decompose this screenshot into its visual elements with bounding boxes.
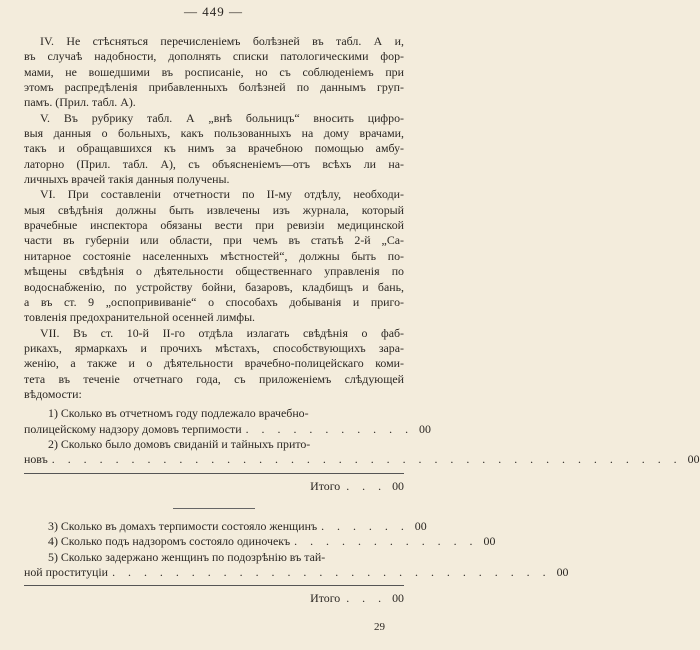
total-dots: . . . bbox=[346, 478, 387, 493]
text-line: тета въ теченіе отчетнаго года, съ приложеніемъ слѣдующей bbox=[24, 371, 404, 386]
table-row bbox=[24, 421, 431, 437]
text-line: IV. Не стѣсняться перечисленіемъ болѣзней въ табл. А и, bbox=[40, 34, 404, 48]
text-line: выя данныя о больныхъ, какъ пользованныхъ на дому врачами, bbox=[24, 126, 404, 141]
table-row-value: 00 bbox=[687, 452, 700, 467]
table-row bbox=[24, 534, 496, 549]
text-line: а въ ст. 9 „оспопрививаніе“ о способахъ добыванія и приго- bbox=[24, 294, 404, 309]
text-line: мѣщены свѣдѣнія о дѣятельности общественнаго управленія по bbox=[24, 264, 404, 279]
text-line: VI. При составленіи отчетности по II-му отдѣлу, необходи- bbox=[40, 187, 404, 202]
table-row bbox=[24, 565, 569, 580]
text-line: латорно (Прил. табл. А), съ объясненіемъ—отъ всѣхъ ли на- bbox=[24, 156, 404, 171]
text-line: V. Въ рубрику табл. А „внѣ больницъ“ вносить цифро- bbox=[40, 110, 404, 125]
text-line: VII. Въ ст. 10-й II-го отдѣла излагать свѣдѣнія о фаб- bbox=[40, 325, 404, 340]
text-line: такъ и обращавшихся къ нимъ за врачебною помощью амбу- bbox=[24, 141, 404, 156]
text-line: мыя свѣдѣнія должны быть извлечены изъ журнала, который bbox=[24, 202, 404, 217]
total-value: 00 bbox=[392, 591, 404, 606]
total-row bbox=[24, 591, 404, 606]
text-line: врачебные инспектора обязаны вести при ревизіи медицинской bbox=[24, 218, 404, 233]
table-row-label: 2) Сколько было домовъ свиданій и тайныхъ прито- bbox=[48, 436, 311, 451]
text-line: части въ губерніи или области, при чемъ въ статьѣ 2-й „Са- bbox=[24, 233, 404, 248]
text-line: личныхъ врачей такія данныя получены. bbox=[24, 172, 230, 187]
statement-table-2 bbox=[24, 518, 569, 607]
table-row-label: 3) Сколько въ домахъ терпимости состояло женщинъ bbox=[48, 518, 318, 533]
divider bbox=[24, 585, 404, 586]
statement-table-1 bbox=[24, 406, 700, 494]
text-line: нитарное состояніе населенныхъ мѣстностей“, должны быть по- bbox=[24, 248, 404, 263]
document-body bbox=[24, 34, 700, 607]
table-row-value: 00 bbox=[556, 565, 569, 579]
table-row bbox=[24, 452, 700, 467]
leader-dots: . . . . . . . . . . . . . . . . . . . . . . . . . . . . bbox=[112, 565, 551, 579]
total-row bbox=[24, 479, 404, 494]
divider bbox=[24, 473, 404, 474]
table-row-label: 4) Сколько подъ надзоромъ состояло одиночекъ bbox=[48, 534, 291, 549]
total-label: Итого bbox=[310, 591, 341, 606]
page-header-number: — 449 — bbox=[184, 4, 243, 19]
text-line: женію, а также и о дѣятельности врачебно-полицейскаго коми- bbox=[24, 356, 404, 371]
text-line: памъ. (Прил. табл. А). bbox=[24, 95, 136, 110]
total-dots: . . . bbox=[346, 591, 387, 606]
leader-dots: . . . . . . bbox=[321, 518, 409, 533]
text-line: рикахъ, ярмаркахъ и прочихъ мѣстахъ, способствующихъ зара- bbox=[24, 340, 404, 355]
table-row-label: новъ bbox=[24, 452, 48, 467]
text-line: въ случаѣ надобности, дополнять списки патологическими фор- bbox=[24, 49, 404, 64]
table-row-label: 5) Сколько задержано женщинъ по подозрѣнію въ тай- bbox=[48, 549, 326, 564]
text-line: этомъ распредѣленія прибавленныхъ болѣзней по даннымъ груп- bbox=[24, 80, 404, 95]
text-line: товленія предохранительной осенней лимфы. bbox=[24, 310, 256, 325]
total-label: Итого bbox=[310, 478, 341, 493]
text-line: мами, не вошедшими въ росписаніе, но съ соблюденіемъ при bbox=[24, 64, 404, 79]
leader-dots: . . . . . . . . . . . . . . . . . . . . . . . . . . . . . . . . . . . . . . . . bbox=[51, 452, 682, 467]
page-footer-number: 29 bbox=[374, 621, 385, 633]
table-row-value: 00 bbox=[419, 421, 431, 436]
leader-dots: . . . . . . . . . . . . bbox=[294, 534, 478, 549]
table-row-label: полицейскому надзору домовъ терпимости bbox=[24, 421, 242, 436]
table-row-label: 1) Сколько въ отчетномъ году подлежало врачебно- bbox=[48, 406, 309, 421]
table-row-value: 00 bbox=[483, 534, 496, 549]
table-row-label: ной проституціи bbox=[24, 565, 109, 579]
text-line: водоснабженію, по устройству бойни, базаровъ, кладбищъ и бань, bbox=[24, 279, 404, 294]
table-row-value: 00 bbox=[414, 518, 427, 533]
total-value: 00 bbox=[392, 478, 404, 493]
text-line: вѣдомости: bbox=[24, 386, 82, 401]
table-row bbox=[24, 518, 427, 534]
leader-dots: . . . . . . . . . . . bbox=[245, 421, 414, 436]
